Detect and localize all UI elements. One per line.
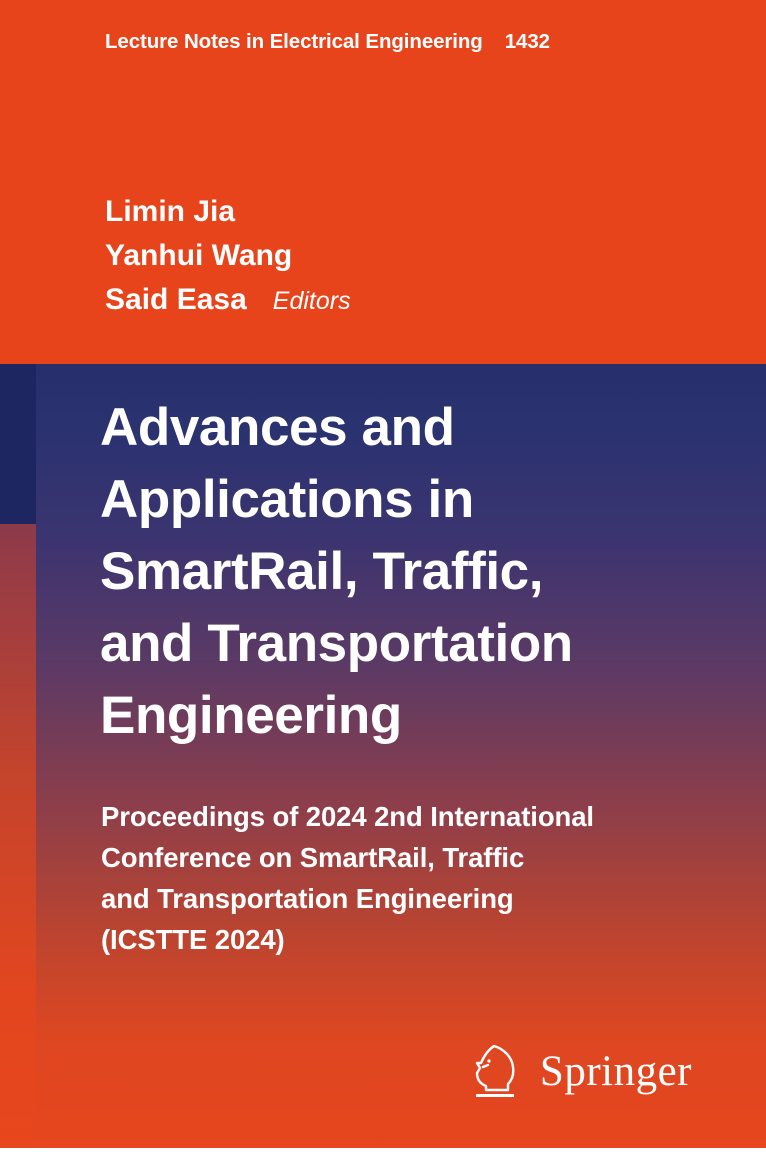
title-line: Applications in — [100, 470, 474, 529]
left-navy-strip — [0, 364, 36, 524]
subtitle-line: Conference on SmartRail, Traffic — [101, 842, 525, 873]
springer-knight-icon — [464, 1040, 526, 1102]
series-header — [105, 30, 550, 54]
subtitle-line: (ICSTTE 2024) — [101, 924, 285, 955]
book-title — [100, 392, 720, 752]
subtitle-line: Proceedings of 2024 2nd International — [101, 801, 594, 832]
publisher-name: Springer — [539, 1047, 692, 1095]
subtitle-line: and Transportation Engineering — [101, 883, 514, 914]
editor-name: Limin Jia — [105, 195, 236, 228]
editors-role-label: Editors — [272, 287, 351, 315]
title-line: SmartRail, Traffic, — [100, 542, 544, 601]
editor-name: Said Easa — [105, 283, 247, 316]
title-line: Engineering — [100, 686, 402, 745]
cover-gradient-panel — [0, 364, 766, 1154]
publisher-logo — [464, 1040, 692, 1102]
left-accent-strip — [0, 524, 36, 1154]
book-subtitle — [101, 796, 701, 960]
title-line: and Transportation — [100, 614, 573, 673]
series-band — [0, 0, 766, 364]
series-volume: 1432 — [504, 30, 550, 53]
series-name: Lecture Notes in Electrical Engineering — [105, 30, 483, 53]
editor-list — [105, 190, 351, 323]
title-line: Advances and — [100, 398, 455, 457]
cover-bottom-edge — [0, 1148, 766, 1154]
editor-name: Yanhui Wang — [105, 239, 293, 272]
editor-name-row — [105, 278, 351, 323]
